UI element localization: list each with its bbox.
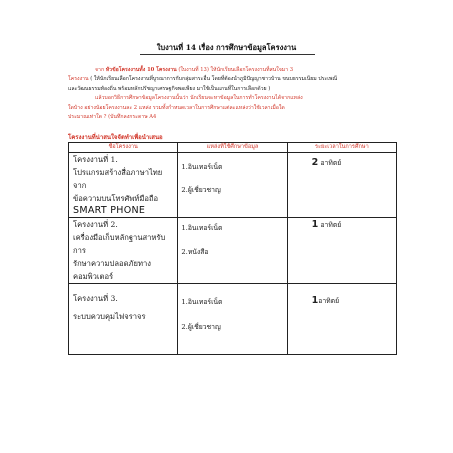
project-title-line: เครื่องมือเก็บหลักฐานสาหรับ การ bbox=[73, 233, 166, 255]
instruction-text: โครงงาน bbox=[68, 76, 91, 83]
duration bbox=[312, 295, 339, 306]
instruction-emphasis: หัวข้อโครงงานทั้ง 10 โครงงาน bbox=[105, 67, 177, 73]
project-title-line: ข้อความบนโทรศัพท์มือถือ bbox=[73, 194, 159, 203]
duration-cell bbox=[287, 218, 396, 284]
source-item: 2.หนังสือ bbox=[181, 248, 209, 256]
duration-unit: อาทิตย์ bbox=[318, 221, 342, 229]
sources-cell bbox=[178, 284, 287, 355]
duration-cell bbox=[287, 284, 396, 355]
duration bbox=[312, 157, 342, 168]
instruction-line-4: แล้วบอกวิธีการศึกษาข้อมูลโครงงานนั้นว่า นักเรียนจะหาข้อมูลในการทำโครงงานได้จากแหล่ง bbox=[95, 95, 303, 102]
instruction-note: ( ให้นักเรียนเลือกโครงงานที่บูรณาการกับกลุ่มสาระอื่น โดยที่ต้องนำภูมิปัญญาชาวบ้าน ขนบธรรมเนียม ประเพณี bbox=[90, 76, 338, 83]
duration-number: 1 bbox=[311, 295, 319, 306]
header-duration: ระยะเวลาในการศึกษา bbox=[287, 143, 396, 153]
instructions bbox=[68, 66, 398, 122]
instruction-line-3: และวัฒนธรรมท้องถิ่น พร้อมหลักปรัชญาเศรษฐกิจพอเพียง มาใช้เป็นแกนที่ในการเลือกด้วย ) bbox=[68, 85, 271, 92]
project-name-cell bbox=[69, 153, 178, 218]
project-number: โครงงานที่ 2. bbox=[73, 220, 118, 229]
project-name bbox=[69, 284, 177, 323]
project-name-cell bbox=[69, 218, 178, 284]
project-title-line: SMART PHONE bbox=[73, 205, 146, 216]
duration-unit: อาทิตย์ bbox=[318, 297, 340, 305]
source-item: 1.อินเทอร์เน็ต bbox=[181, 224, 223, 232]
project-name bbox=[69, 218, 177, 283]
sources-cell bbox=[178, 153, 287, 218]
duration-number: 2 bbox=[311, 157, 319, 168]
project-table bbox=[68, 142, 397, 355]
header-project-name: ชื่อโครงงาน bbox=[69, 143, 178, 153]
project-title-line: รักษาความปลอดภัยทางคอมพิวเตอร์ bbox=[73, 259, 151, 281]
project-number: โครงงานที่ 1. bbox=[73, 155, 118, 164]
duration-cell bbox=[287, 153, 396, 218]
table-header-row bbox=[69, 143, 397, 153]
source-item: 2.ผู้เชี่ยวชาญ bbox=[181, 186, 221, 194]
source-item: 2.ผู้เชี่ยวชาญ bbox=[181, 323, 221, 331]
table-row bbox=[69, 153, 397, 218]
duration bbox=[312, 219, 342, 230]
instruction-line-2 bbox=[68, 75, 398, 84]
table-row bbox=[69, 218, 397, 284]
header-sources: แหล่งที่ใช้ศึกษาข้อมูล bbox=[178, 143, 287, 153]
project-title-line: โปรแกรมสร้างสื่อภาษาไทย จาก bbox=[73, 168, 163, 190]
source-item: 1.อินเทอร์เน็ต bbox=[181, 298, 223, 306]
section-title: โครงงานที่น่าสนใจจัดทำเพื่อนำเสนอ bbox=[68, 134, 163, 141]
source-item: 1.อินเทอร์เน็ต bbox=[181, 163, 223, 171]
instruction-text: (ใบงานที่ 13) ให้นักเรียนเลือกโครงงานที่สนใจมา 3 bbox=[176, 67, 294, 73]
project-name bbox=[69, 153, 177, 217]
sources-cell bbox=[178, 218, 287, 284]
instruction-line-1 bbox=[68, 66, 398, 75]
instruction-text: จาก bbox=[95, 67, 106, 73]
project-name-cell bbox=[69, 284, 178, 355]
project-title-line: ระบบควบคุมไฟจราจร bbox=[73, 312, 146, 321]
duration-number: 1 bbox=[311, 219, 319, 230]
project-number: โครงงานที่ 3. bbox=[73, 294, 118, 303]
instruction-line-5: ใดบ้าง อย่างน้อยโครงงานละ 2 แหล่ง รวมทั้งกำหนดเวลาในการศึกษาแต่ละแหล่งว่าใช้เวลาเมื่อใด bbox=[68, 104, 285, 111]
page-title: ใบงานที่ 14 เรื่อง การศึกษาข้อมูลโครงงาน bbox=[156, 43, 297, 52]
title-underline bbox=[140, 54, 315, 55]
instruction-line-6: ประมาณเท่าใด ? (บันทึกลงกระดาษ A4 bbox=[68, 114, 157, 121]
duration-unit: อาทิตย์ bbox=[318, 159, 342, 167]
table-row bbox=[69, 284, 397, 355]
